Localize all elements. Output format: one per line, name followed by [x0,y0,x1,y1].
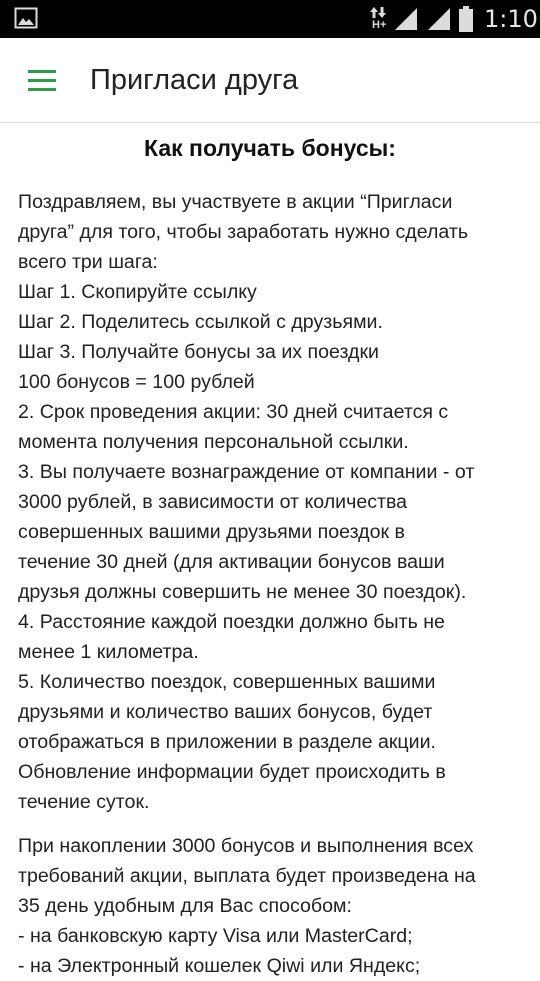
text-line: отображаться в приложении в разделе акции. [18,731,436,753]
text-line: 100 бонусов = 100 рублей [18,371,255,393]
text-line: Шаг 2. Поделитесь ссылкой с друзьями. [18,311,383,333]
text-line: 5. Количество поездок, совершенных вашими [18,671,436,693]
menu-line [28,70,56,73]
data-transfer-icon [370,6,392,32]
text-line: друзья должны совершить не менее 30 поездок). [18,581,467,603]
content-heading: Как получать бонусы: [144,135,396,161]
text-line: Обновление информации будет происходить в [18,761,446,783]
text-line: 2. Срок проведения акции: 30 дней считается с [18,401,449,423]
status-bar [0,0,540,38]
text-line: требований акции, выплата будет произведена на [18,865,476,887]
text-line: течение 30 дней (для активации бонусов ваши [18,551,445,573]
gallery-icon [14,6,38,30]
text-line: всего три шага: [18,251,158,273]
paragraph-payout [18,831,522,981]
signal-icon [427,7,451,31]
text-line: - на Электронный кошелек Qiwi или Яндекс; [18,955,421,977]
content-body [0,187,540,981]
text-line: Поздравляем, вы участвуете в акции “Пригласи [18,191,453,213]
hamburger-menu-icon[interactable] [18,58,66,102]
text-line: 3000 рублей, в зависимости от количества [18,491,408,513]
text-line: Шаг 1. Скопируйте ссылку [18,281,257,303]
app-bar [0,38,540,123]
signal-icon [394,7,418,31]
text-line: - на банковскую карту Visa или MasterCard; [18,925,413,947]
text-line: При накоплении 3000 бонусов и выполнения всех [18,835,474,857]
text-line: момента получения персональной ссылки. [18,431,409,453]
menu-line [28,79,56,82]
text-line: друга” для того, чтобы заработать нужно сделать [18,221,469,243]
battery-icon [459,6,473,32]
text-line: 4. Расстояние каждой поездки должно быть не [18,611,445,633]
text-line: 35 день удобным для Вас способом: [18,895,352,917]
text-line: менее 1 километра. [18,641,199,663]
page-title: Пригласи друга [90,64,299,96]
text-line: друзьями и количество ваших бонусов, будет [18,701,433,723]
paragraph-rules [18,187,522,817]
data-indicator: H+ [372,19,387,31]
status-time: 1:10 [484,5,538,33]
text-line: совершенных вашими друзьями поездок в [18,521,405,543]
text-line: Шаг 3. Получайте бонусы за их поездки [18,341,379,363]
text-line: 3. Вы получаете вознаграждение от компании - от [18,461,475,483]
menu-line [28,88,56,91]
text-line: течение суток. [18,791,150,813]
content-area[interactable] [0,123,540,977]
